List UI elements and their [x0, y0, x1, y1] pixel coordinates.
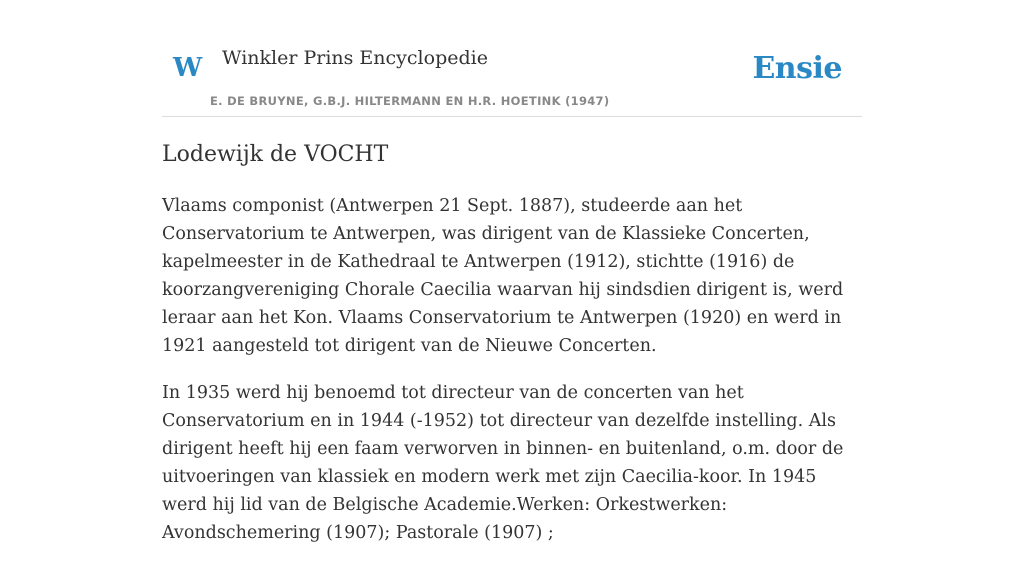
source-header — [162, 0, 862, 117]
source-title[interactable]: Winkler Prins Encyclopedie — [222, 47, 488, 69]
article-paragraph: Vlaams componist (Antwerpen 21 Sept. 1887), studeerde aan het Conservatorium te Antwerpen, was dirigent van de Klassieke Concerten, kapelmeester in de Kathedraal te Antwerpen (1912), stichtte (1916) de koorzangvereniging Chorale Caecilia waarvan hij sindsdien dirigent is, werd leraar aan het Kon. Vlaams Conservatorium te Antwerpen (1920) en werd in 1921 aangesteld tot dirigent van de Nieuwe Concerten. — [162, 196, 844, 356]
article-body — [162, 192, 862, 566]
ensie-logo[interactable]: Ensie — [752, 51, 842, 86]
article-paragraph: In 1935 werd hij benoemd tot directeur van de concerten van het Conservatorium en in 1944 (-1952) tot directeur van dezelfde instelling. Als dirigent heeft hij een faam verworven in binnen- en buitenland, o.m. door de uitvoeringen van klassiek en modern werk met zijn Caecilia-koor. In 1945 werd hij lid van de Belgische Academie.Werken: Orkestwerken: Avondschemering (1907); Pastorale (1907) ; — [162, 383, 844, 543]
winkler-prins-logo[interactable]: W — [173, 53, 203, 83]
page-title: Lodewijk de VOCHT — [162, 142, 389, 167]
source-authors: E. DE BRUYNE, G.B.J. HILTERMANN EN H.R. HOETINK (1947) — [210, 94, 610, 108]
